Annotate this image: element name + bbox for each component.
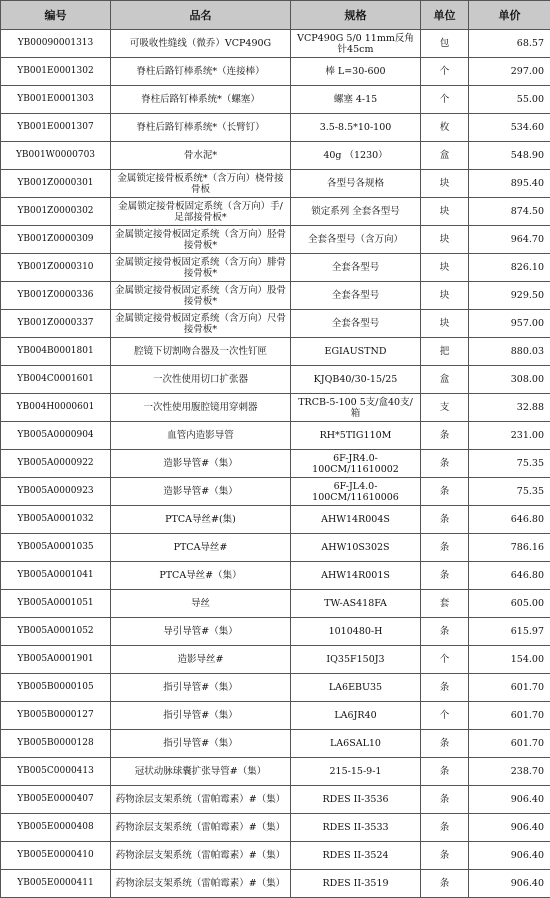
cell-name: PTCA导丝#（集） (111, 562, 291, 590)
header-unit: 单位 (421, 1, 469, 30)
cell-code: YB005A0001901 (1, 646, 111, 674)
cell-spec: 锁定系列 全套各型号 (291, 198, 421, 226)
cell-price: 154.00 (469, 646, 550, 674)
cell-code: YB004B0001801 (1, 338, 111, 366)
cell-code: YB005C0000413 (1, 758, 111, 786)
table-row (1, 786, 550, 814)
cell-price: 646.80 (469, 562, 550, 590)
cell-unit: 条 (421, 758, 469, 786)
cell-name: 导引导管#（集） (111, 618, 291, 646)
cell-code: YB004C0001601 (1, 366, 111, 394)
cell-name: 冠状动脉球囊扩张导管#（集） (111, 758, 291, 786)
cell-unit: 条 (421, 730, 469, 758)
cell-price: 68.57 (469, 30, 550, 58)
cell-code: YB005A0001032 (1, 506, 111, 534)
cell-name: 金属锁定接骨板系统*（含万向）桡骨接骨板 (111, 170, 291, 198)
cell-spec: AHW14R004S (291, 506, 421, 534)
cell-price: 615.97 (469, 618, 550, 646)
cell-price: 55.00 (469, 86, 550, 114)
table-row (1, 590, 550, 618)
cell-unit: 条 (421, 450, 469, 478)
table-body (1, 30, 550, 898)
cell-code: YB005E0000408 (1, 814, 111, 842)
cell-price: 906.40 (469, 786, 550, 814)
cell-code: YB005A0001052 (1, 618, 111, 646)
table-row (1, 534, 550, 562)
cell-spec: RDES II-3519 (291, 870, 421, 898)
cell-code: YB001Z0000336 (1, 282, 111, 310)
cell-code: YB005A0001051 (1, 590, 111, 618)
cell-unit: 个 (421, 86, 469, 114)
cell-code: YB005A0001041 (1, 562, 111, 590)
cell-unit: 条 (421, 786, 469, 814)
header-price: 单价 (469, 1, 550, 30)
cell-spec: 3.5-8.5*10-100 (291, 114, 421, 142)
cell-unit: 条 (421, 562, 469, 590)
cell-name: 一次性使用腹腔镜用穿刺器 (111, 394, 291, 422)
table-row (1, 338, 550, 366)
cell-spec: 1010480-H (291, 618, 421, 646)
cell-name: 指引导管#（集） (111, 730, 291, 758)
cell-spec: 215-15-9-1 (291, 758, 421, 786)
table-row (1, 870, 550, 898)
table-row (1, 114, 550, 142)
cell-name: 金属锁定接骨板固定系统（含万向）手/足部接骨板* (111, 198, 291, 226)
cell-unit: 条 (421, 478, 469, 506)
cell-spec: LA6SAL10 (291, 730, 421, 758)
table-row (1, 674, 550, 702)
table-row (1, 310, 550, 338)
cell-name: 腔镜下切割吻合器及一次性钉匣 (111, 338, 291, 366)
cell-price: 929.50 (469, 282, 550, 310)
cell-spec: 全套各型号 (291, 282, 421, 310)
cell-spec: TRCB-5-100 5支/盒40支/箱 (291, 394, 421, 422)
cell-price: 906.40 (469, 870, 550, 898)
cell-code: YB001Z0000337 (1, 310, 111, 338)
table-row (1, 422, 550, 450)
cell-unit: 把 (421, 338, 469, 366)
table-row (1, 758, 550, 786)
cell-name: 血管内造影导管 (111, 422, 291, 450)
cell-unit: 条 (421, 422, 469, 450)
cell-unit: 块 (421, 170, 469, 198)
cell-price: 895.40 (469, 170, 550, 198)
cell-price: 605.00 (469, 590, 550, 618)
cell-unit: 块 (421, 226, 469, 254)
cell-spec: VCP490G 5/0 11mm反角针45cm (291, 30, 421, 58)
cell-spec: 6F-JL4.0-100CM/11610006 (291, 478, 421, 506)
cell-code: YB00090001313 (1, 30, 111, 58)
table-row (1, 702, 550, 730)
cell-unit: 盒 (421, 366, 469, 394)
cell-name: 指引导管#（集） (111, 674, 291, 702)
cell-code: YB005E0000407 (1, 786, 111, 814)
cell-code: YB005A0001035 (1, 534, 111, 562)
cell-name: 药物涂层支架系统（雷帕霉素）#（集） (111, 786, 291, 814)
cell-spec: AHW10S302S (291, 534, 421, 562)
header-spec: 规格 (291, 1, 421, 30)
cell-code: YB005A0000922 (1, 450, 111, 478)
cell-spec: AHW14R001S (291, 562, 421, 590)
cell-code: YB005A0000923 (1, 478, 111, 506)
cell-spec: 各型号各规格 (291, 170, 421, 198)
cell-spec: RDES II-3533 (291, 814, 421, 842)
cell-spec: 棒 L=30-600 (291, 58, 421, 86)
cell-name: 脊柱后路钉棒系统*（螺塞） (111, 86, 291, 114)
cell-code: YB005E0000410 (1, 842, 111, 870)
cell-price: 880.03 (469, 338, 550, 366)
cell-price: 786.16 (469, 534, 550, 562)
cell-unit: 条 (421, 534, 469, 562)
cell-name: 造影导管#（集） (111, 478, 291, 506)
cell-name: 导丝 (111, 590, 291, 618)
cell-unit: 套 (421, 590, 469, 618)
cell-name: 一次性使用切口扩张器 (111, 366, 291, 394)
cell-name: 脊柱后路钉棒系统*（长臂钉） (111, 114, 291, 142)
table-row (1, 30, 550, 58)
cell-price: 646.80 (469, 506, 550, 534)
cell-spec: RH*5TIG110M (291, 422, 421, 450)
table-row (1, 842, 550, 870)
table-row (1, 86, 550, 114)
cell-code: YB005B0000127 (1, 702, 111, 730)
cell-unit: 块 (421, 282, 469, 310)
cell-spec: 全套各型号 (291, 254, 421, 282)
cell-name: 金属锁定接骨板固定系统（含万向）胫骨接骨板* (111, 226, 291, 254)
cell-name: 指引导管#（集） (111, 702, 291, 730)
cell-unit: 块 (421, 198, 469, 226)
table-row (1, 730, 550, 758)
cell-price: 238.70 (469, 758, 550, 786)
cell-unit: 块 (421, 254, 469, 282)
cell-name: PTCA导丝# (111, 534, 291, 562)
table-row (1, 226, 550, 254)
cell-code: YB001W0000703 (1, 142, 111, 170)
cell-name: 药物涂层支架系统（雷帕霉素）#（集） (111, 870, 291, 898)
header-name: 品名 (111, 1, 291, 30)
cell-unit: 条 (421, 506, 469, 534)
cell-unit: 盒 (421, 142, 469, 170)
cell-name: 药物涂层支架系统（雷帕霉素）#（集） (111, 814, 291, 842)
cell-price: 75.35 (469, 478, 550, 506)
cell-spec: 全套各型号 (291, 310, 421, 338)
cell-code: YB001Z0000301 (1, 170, 111, 198)
cell-price: 957.00 (469, 310, 550, 338)
cell-spec: 螺塞 4-15 (291, 86, 421, 114)
cell-price: 601.70 (469, 730, 550, 758)
table-row (1, 366, 550, 394)
table-row (1, 562, 550, 590)
table-row (1, 618, 550, 646)
cell-unit: 个 (421, 702, 469, 730)
cell-price: 32.88 (469, 394, 550, 422)
table-row (1, 506, 550, 534)
table-row (1, 450, 550, 478)
table-row (1, 814, 550, 842)
table-header (1, 1, 550, 30)
cell-unit: 包 (421, 30, 469, 58)
cell-spec: IQ35F150J3 (291, 646, 421, 674)
cell-price: 297.00 (469, 58, 550, 86)
header-code: 编号 (1, 1, 111, 30)
cell-spec: 6F-JR4.0-100CM/11610002 (291, 450, 421, 478)
cell-price: 906.40 (469, 842, 550, 870)
cell-spec: RDES II-3536 (291, 786, 421, 814)
cell-spec: TW-AS418FA (291, 590, 421, 618)
cell-unit: 个 (421, 58, 469, 86)
cell-price: 964.70 (469, 226, 550, 254)
cell-code: YB005A0000904 (1, 422, 111, 450)
cell-spec: 全套各型号（含万向） (291, 226, 421, 254)
cell-name: PTCA导丝#(集) (111, 506, 291, 534)
table-row (1, 282, 550, 310)
cell-name: 金属锁定接骨板固定系统（含万向）尺骨接骨板* (111, 310, 291, 338)
cell-unit: 条 (421, 618, 469, 646)
cell-name: 骨水泥* (111, 142, 291, 170)
cell-price: 826.10 (469, 254, 550, 282)
table-row (1, 170, 550, 198)
table-row (1, 478, 550, 506)
table-row (1, 142, 550, 170)
cell-price: 548.90 (469, 142, 550, 170)
cell-code: YB001Z0000310 (1, 254, 111, 282)
cell-spec: LA6EBU35 (291, 674, 421, 702)
cell-price: 75.35 (469, 450, 550, 478)
cell-unit: 条 (421, 814, 469, 842)
header-row (1, 1, 550, 30)
cell-unit: 条 (421, 870, 469, 898)
cell-code: YB005E0000411 (1, 870, 111, 898)
cell-price: 308.00 (469, 366, 550, 394)
cell-unit: 支 (421, 394, 469, 422)
cell-name: 可吸收性缝线（微乔）VCP490G (111, 30, 291, 58)
cell-code: YB005B0000128 (1, 730, 111, 758)
cell-name: 金属锁定接骨板固定系统（含万向）股骨接骨板* (111, 282, 291, 310)
cell-unit: 条 (421, 674, 469, 702)
cell-price: 534.60 (469, 114, 550, 142)
table-row (1, 198, 550, 226)
cell-unit: 枚 (421, 114, 469, 142)
cell-price: 601.70 (469, 674, 550, 702)
cell-code: YB004H0000601 (1, 394, 111, 422)
cell-spec: EGIAUSTND (291, 338, 421, 366)
cell-code: YB001Z0000302 (1, 198, 111, 226)
cell-name: 药物涂层支架系统（雷帕霉素）#（集） (111, 842, 291, 870)
cell-code: YB005B0000105 (1, 674, 111, 702)
cell-name: 脊柱后路钉棒系统*（连接棒） (111, 58, 291, 86)
cell-code: YB001E0001307 (1, 114, 111, 142)
table-row (1, 646, 550, 674)
cell-name: 造影导丝# (111, 646, 291, 674)
cell-code: YB001E0001302 (1, 58, 111, 86)
cell-code: YB001Z0000309 (1, 226, 111, 254)
cell-price: 874.50 (469, 198, 550, 226)
table-row (1, 58, 550, 86)
cell-name: 造影导管#（集） (111, 450, 291, 478)
cell-spec: LA6JR40 (291, 702, 421, 730)
cell-name: 金属锁定接骨板固定系统（含万向）腓骨接骨板* (111, 254, 291, 282)
cell-spec: KJQB40/30-15/25 (291, 366, 421, 394)
cell-price: 601.70 (469, 702, 550, 730)
cell-spec: RDES II-3524 (291, 842, 421, 870)
table-row (1, 254, 550, 282)
cell-unit: 条 (421, 842, 469, 870)
cell-price: 906.40 (469, 814, 550, 842)
cell-code: YB001E0001303 (1, 86, 111, 114)
cell-spec: 40g （1230） (291, 142, 421, 170)
cell-unit: 个 (421, 646, 469, 674)
cell-price: 231.00 (469, 422, 550, 450)
cell-unit: 块 (421, 310, 469, 338)
table-row (1, 394, 550, 422)
